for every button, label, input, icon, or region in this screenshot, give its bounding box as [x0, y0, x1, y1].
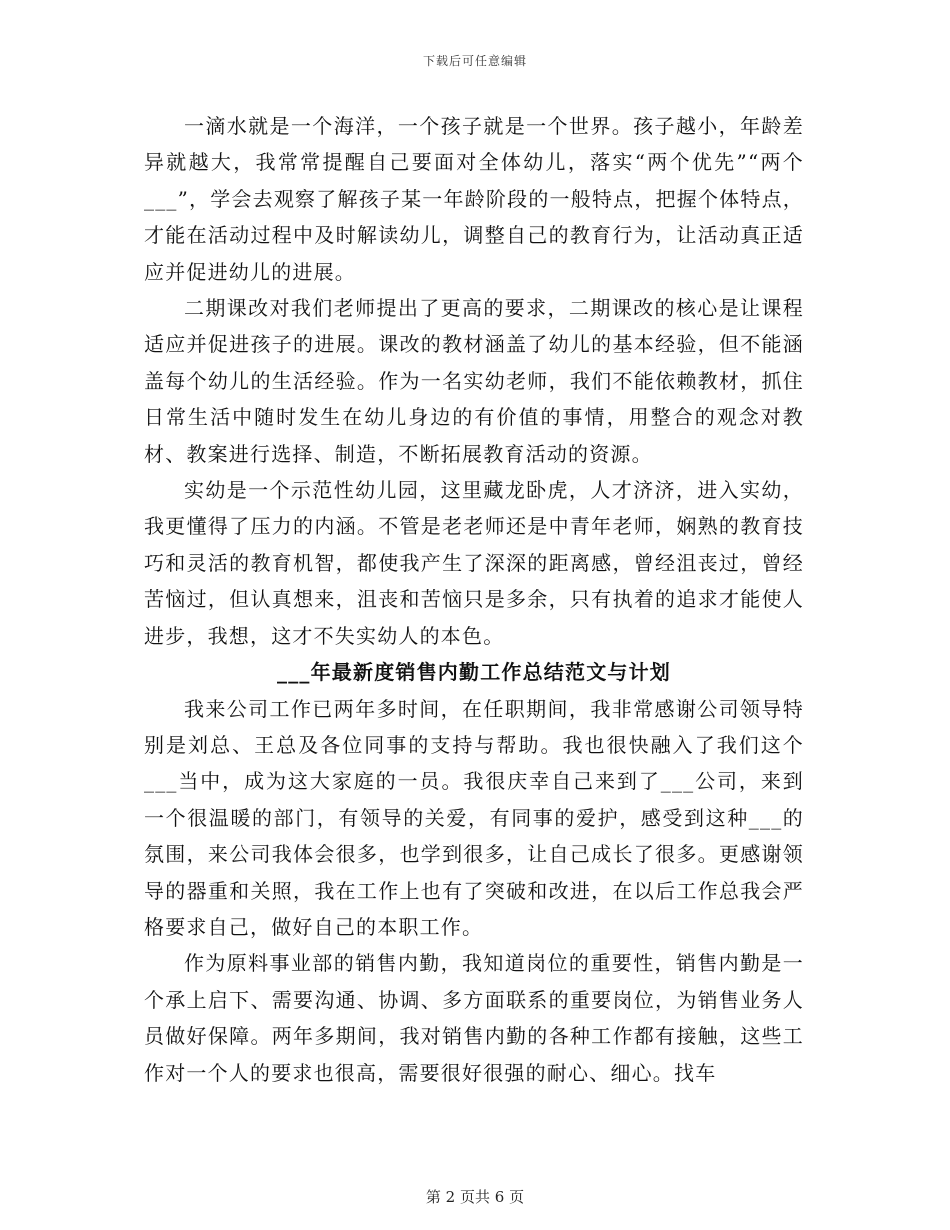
document-body: [144, 108, 804, 1091]
paragraph: 作为原料事业部的销售内勤，我知道岗位的重要性，销售内勤是一个承上启下、需要沟通、协调、多方面联系的重要岗位，为销售业务人员做好保障。两年多期间，我对销售内勤的各种工作都有接触，这些工作对一个人的要求也很高，需要很好很强的耐心、细心。找车: [144, 951, 804, 1085]
paragraph: 二期课改对我们老师提出了更高的要求，二期课改的核心是让课程适应并促进孩子的进展。课改的教材涵盖了幼儿的基本经验，但不能涵盖每个幼儿的生活经验。作为一名实幼老师，我们不能依赖教材，抓住日常生活中随时发生在幼儿身边的有价值的事情，用整合的观念对教材、教案进行选择、制造，不断拓展教育活动的资源。: [144, 296, 804, 466]
page-number: 第 2 页共 6 页: [425, 1188, 525, 1206]
section-title: ___年最新度销售内勤工作总结范文与计划: [277, 660, 671, 685]
paragraph: 一滴水就是一个海洋，一个孩子就是一个世界。孩子越小，年龄差异就越大，我常常提醒自己要面对全体幼儿，落实“两个优先”“两个___”，学会去观察了解孩子某一年龄阶段的一般特点，把握个体特点，才能在活动过程中及时解读幼儿，调整自己的教育行为，让活动真正适应并促进幼儿的进展。: [144, 114, 804, 284]
paragraph: 实幼是一个示范性幼儿园，这里藏龙卧虎，人才济济，进入实幼，我更懂得了压力的内涵。不管是老老师还是中青年老师，娴熟的教育技巧和灵活的教育机智，都使我产生了深深的距离感，曾经沮丧过，曾经苦恼过，但认真想来，沮丧和苦恼只是多余，只有执着的追求才能使人进步，我想，这才不失实幼人的本色。: [144, 478, 804, 648]
paragraph: 我来公司工作已两年多时间，在任职期间，我非常感谢公司领导特别是刘总、王总及各位同事的支持与帮助。我也很快融入了我们这个___当中，成为这大家庭的一员。我很庆幸自己来到了___公司，来到一个很温暖的部门，有领导的关爱，有同事的爱护，感受到这种___的氛围，来公司我体会很多，也学到很多，让自己成长了很多。更感谢领导的器重和关照，我在工作上也有了突破和改进，在以后工作总我会严格要求自己，做好自己的本职工作。: [144, 696, 804, 939]
page-header-note: 下载后可任意编辑: [422, 54, 527, 68]
